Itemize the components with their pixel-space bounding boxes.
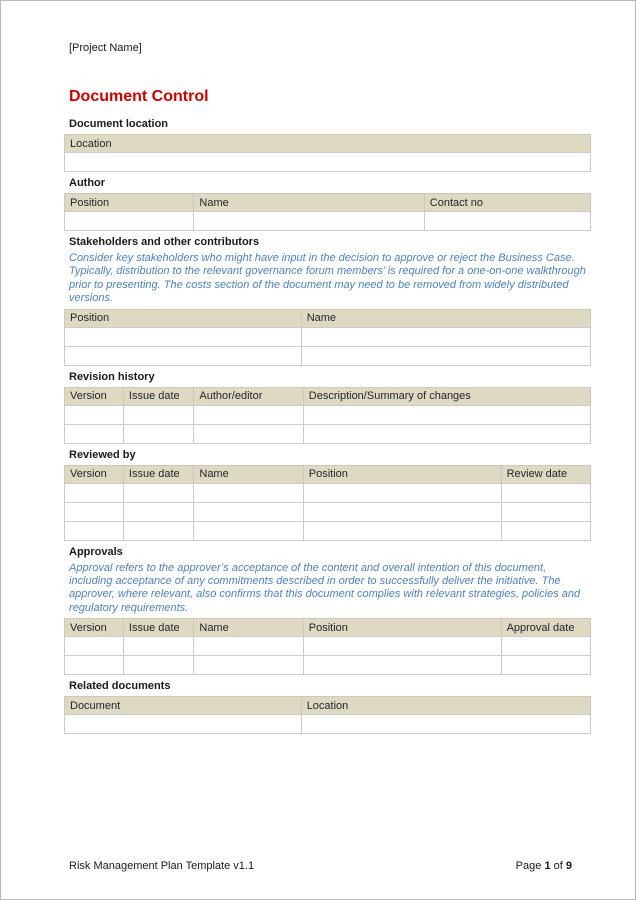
column-header: Issue date (123, 465, 193, 483)
table-cell-empty (123, 656, 193, 675)
section (64, 546, 591, 676)
section-heading: Author (69, 177, 106, 189)
table-cell-empty (65, 637, 124, 656)
table-row (65, 327, 591, 346)
column-header: Version (65, 387, 124, 405)
table-row (65, 637, 591, 656)
data-table (64, 134, 591, 172)
table-cell-empty (501, 502, 590, 521)
column-header: Position (303, 465, 501, 483)
column-header: Version (65, 619, 124, 637)
column-header: Version (65, 465, 124, 483)
column-header: Name (194, 619, 303, 637)
column-header: Approval date (501, 619, 590, 637)
table-cell-empty (424, 212, 590, 231)
section (64, 177, 591, 231)
table-cell-empty (65, 424, 124, 443)
column-header: Name (301, 309, 590, 327)
table-cell-empty (65, 502, 124, 521)
table-cell-empty (194, 405, 303, 424)
table-row (65, 715, 591, 734)
section (64, 118, 591, 172)
table-cell-empty (65, 153, 591, 172)
data-table (64, 193, 591, 231)
footer (64, 860, 591, 873)
section-heading: Revision history (69, 370, 155, 383)
column-header: Position (65, 194, 194, 212)
table-row (65, 346, 591, 365)
footer-page-total: 9 (565, 860, 572, 872)
section-heading: Stakeholders and other contributors (69, 236, 260, 248)
table-cell-empty (123, 424, 193, 443)
table-cell-empty (303, 521, 501, 540)
table-row (65, 212, 591, 231)
footer-page-label: Page (515, 860, 542, 872)
table-cell-empty (301, 715, 590, 734)
page-title: Document Control (69, 88, 209, 105)
footer-page-number: 1 (544, 860, 551, 872)
section-heading: Document location (69, 118, 169, 130)
section (64, 449, 591, 541)
table-cell-empty (303, 424, 590, 443)
table-cell-empty (194, 656, 303, 675)
table-cell-empty (65, 715, 302, 734)
section (64, 371, 591, 444)
table-row (65, 656, 591, 675)
sections (64, 118, 591, 734)
table-header-row (65, 697, 591, 715)
table-header-row (65, 387, 591, 405)
table-cell-empty (303, 405, 590, 424)
table-cell-empty (303, 637, 501, 656)
column-header: Document (65, 697, 302, 715)
table-cell-empty (194, 521, 303, 540)
section-heading: Approvals (69, 545, 123, 558)
table-cell-empty (194, 502, 303, 521)
table-cell-empty (303, 656, 501, 675)
data-table (64, 465, 591, 541)
table-row (65, 483, 591, 502)
table-cell-empty (194, 483, 303, 502)
data-table (64, 696, 591, 734)
table-cell-empty (501, 656, 590, 675)
column-header: Position (65, 309, 302, 327)
data-table (64, 309, 591, 366)
table-cell-empty (501, 521, 590, 540)
table-cell-empty (123, 637, 193, 656)
table-row (65, 502, 591, 521)
table-cell-empty (301, 327, 590, 346)
column-header: Author/editor (194, 387, 303, 405)
table-row (65, 424, 591, 443)
table-row (65, 405, 591, 424)
table-cell-empty (194, 212, 424, 231)
table-cell-empty (123, 405, 193, 424)
footer-of-label: of (553, 860, 563, 872)
table-cell-empty (123, 521, 193, 540)
section-heading: Related documents (69, 680, 171, 693)
project-name: [Project Name] (69, 42, 142, 54)
footer-document-title: Risk Management Plan Template v1.1 (69, 860, 255, 872)
table-cell-empty (65, 327, 302, 346)
section-note: Consider key stakeholders who might have input in the decision to approve or reject the Business Case. Typically, distribution to the relevant governance forum members’ is required for a one-on-one walkthrough prior to presenting. The costs section of the document may need to be removed from widely distributed versions. (69, 252, 586, 305)
table-cell-empty (123, 502, 193, 521)
table-cell-empty (65, 656, 124, 675)
table-cell-empty (65, 521, 124, 540)
table-cell-empty (303, 483, 501, 502)
table-cell-empty (65, 405, 124, 424)
table-header-row (65, 619, 591, 637)
table-header-row (65, 465, 591, 483)
table-cell-empty (501, 483, 590, 502)
column-header: Location (301, 697, 590, 715)
column-header: Issue date (123, 387, 193, 405)
column-header: Description/Summary of changes (303, 387, 590, 405)
table-cell-empty (65, 483, 124, 502)
table-cell-empty (65, 212, 194, 231)
section-note: Approval refers to the approver’s acceptance of the content and overall intention of this document, including acceptance of any commitments described in order to successfully deliver the initiative. The approver, where relevant, also confirms that this document complies with relevant strategies, policies and regulatory requirements. (69, 561, 581, 614)
column-header: Issue date (123, 619, 193, 637)
data-table (64, 618, 591, 675)
table-cell-empty (194, 637, 303, 656)
footer-page-indicator (516, 860, 572, 873)
column-header: Name (194, 194, 424, 212)
section-heading: Reviewed by (69, 448, 136, 461)
table-cell-empty (301, 346, 590, 365)
table-row (65, 153, 591, 172)
section (64, 236, 591, 366)
column-header: Position (303, 619, 501, 637)
table-header-row (65, 194, 591, 212)
table-header-row (65, 135, 591, 153)
table-cell-empty (123, 483, 193, 502)
table-cell-empty (303, 502, 501, 521)
column-header: Location (65, 135, 591, 153)
column-header: Review date (501, 465, 590, 483)
table-cell-empty (65, 346, 302, 365)
table-cell-empty (501, 637, 590, 656)
section (64, 680, 591, 734)
table-cell-empty (194, 424, 303, 443)
table-row (65, 521, 591, 540)
column-header: Contact no (424, 194, 590, 212)
data-table (64, 387, 591, 444)
column-header: Name (194, 465, 303, 483)
table-header-row (65, 309, 591, 327)
